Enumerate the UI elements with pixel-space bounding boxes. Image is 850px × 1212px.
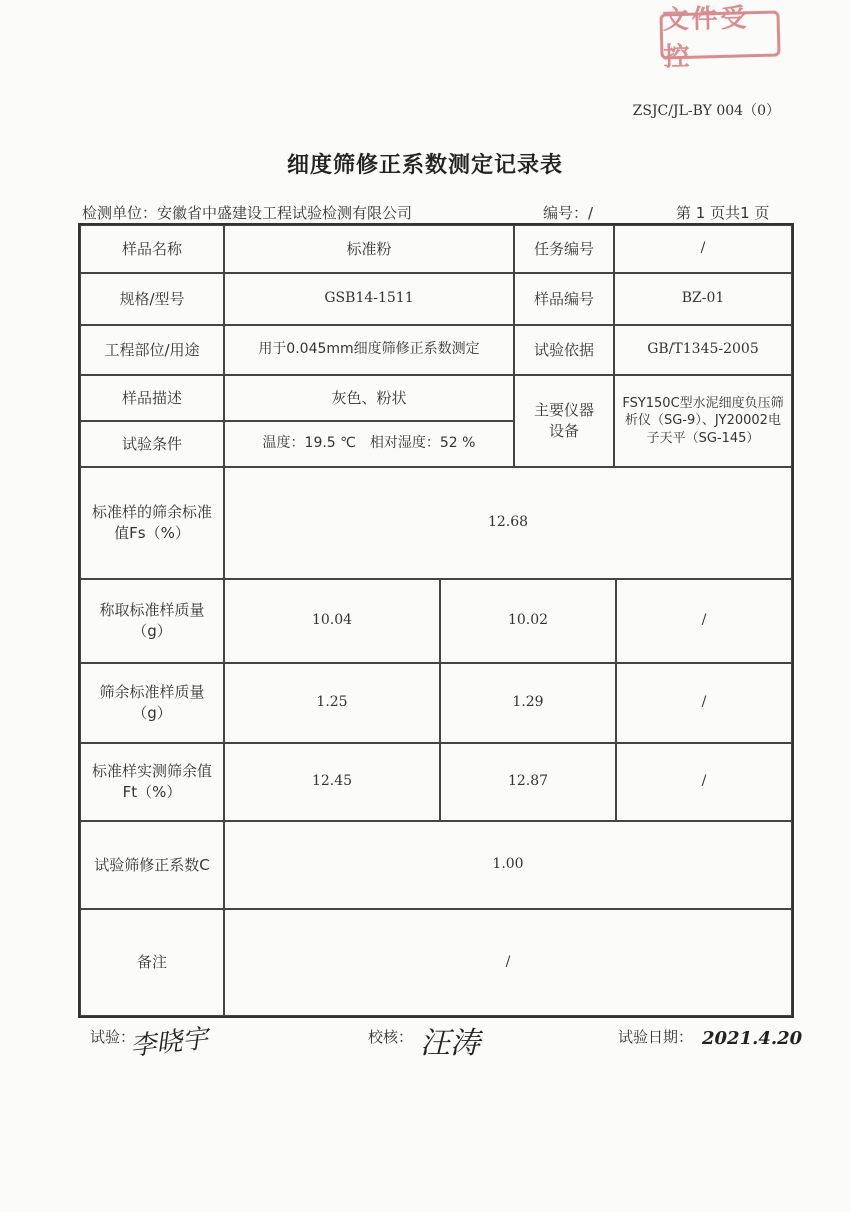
sample-name-value: 标准粉 (224, 225, 514, 273)
checker-signature: 汪涛 (420, 1026, 480, 1061)
spec-value: GSB14-1511 (224, 273, 514, 325)
residue-mass-2: 1.29 (440, 663, 616, 743)
controlled-document-stamp: 文件受控 (659, 10, 780, 59)
weighed-mass-2: 10.02 (440, 579, 616, 663)
test-date-value: 2021.4.20 (702, 1028, 803, 1049)
project-value: 用于0.045mm细度筛修正系数测定 (224, 325, 514, 375)
measured-residue-ft-1: 12.45 (224, 743, 440, 821)
sample-number-value: BZ-01 (614, 273, 792, 325)
page-number: 第 1 页共1 页 (676, 204, 770, 222)
standard-value-fs: 12.68 (224, 467, 792, 579)
tester-label: 试验： (90, 1028, 136, 1046)
sample-name-label: 样品名称 (80, 225, 224, 273)
test-basis-value: GB/T1345-2005 (614, 325, 792, 375)
task-number-label: 任务编号 (514, 225, 614, 273)
weighed-mass-label: 称取标准样质量（g） (80, 579, 224, 663)
checker-label: 校核： (368, 1028, 414, 1046)
correction-factor-c-label: 试验筛修正系数C (80, 821, 224, 909)
remark-label: 备注 (80, 909, 224, 1016)
main-equipment-value: FSY150C型水泥细度负压筛析仪（SG-9）、JY20002电子天平（SG-145） (614, 375, 792, 467)
record-table (78, 223, 794, 1018)
standard-value-fs-label: 标准样的筛余标准值Fs（%） (80, 467, 224, 579)
measured-residue-ft-label: 标准样实测筛余值Ft（%） (80, 743, 224, 821)
measured-residue-ft-3: / (616, 743, 792, 821)
weighed-mass-3: / (616, 579, 792, 663)
test-condition-label: 试验条件 (80, 421, 224, 467)
residue-mass-1: 1.25 (224, 663, 440, 743)
record-code: 编号：/ (543, 204, 594, 222)
correction-factor-c: 1.00 (224, 821, 792, 909)
main-equipment-label: 主要仪器设备 (514, 375, 614, 467)
test-date-label: 试验日期： (618, 1028, 694, 1046)
residue-mass-3: / (616, 663, 792, 743)
sample-description-label: 样品描述 (80, 375, 224, 421)
residue-mass-label: 筛余标准样质量（g） (80, 663, 224, 743)
sample-description-value: 灰色、粉状 (224, 375, 514, 421)
project-label: 工程部位/用途 (80, 325, 224, 375)
testing-unit: 检测单位：安徽省中盛建设工程试验检测有限公司 (82, 204, 413, 222)
test-condition-value: 温度：19.5 ℃ 相对湿度：52 % (224, 421, 514, 467)
task-number-value: / (614, 225, 792, 273)
remark-value: / (224, 909, 792, 1016)
spec-label: 规格/型号 (80, 273, 224, 325)
test-basis-label: 试验依据 (514, 325, 614, 375)
page-title: 细度筛修正系数测定记录表 (286, 153, 563, 178)
weighed-mass-1: 10.04 (224, 579, 440, 663)
document-number: ZSJC/JL-BY 004（0） (632, 103, 780, 119)
sample-number-label: 样品编号 (514, 273, 614, 325)
measured-residue-ft-2: 12.87 (440, 743, 616, 821)
tester-signature: 李晓宇 (128, 1023, 210, 1062)
